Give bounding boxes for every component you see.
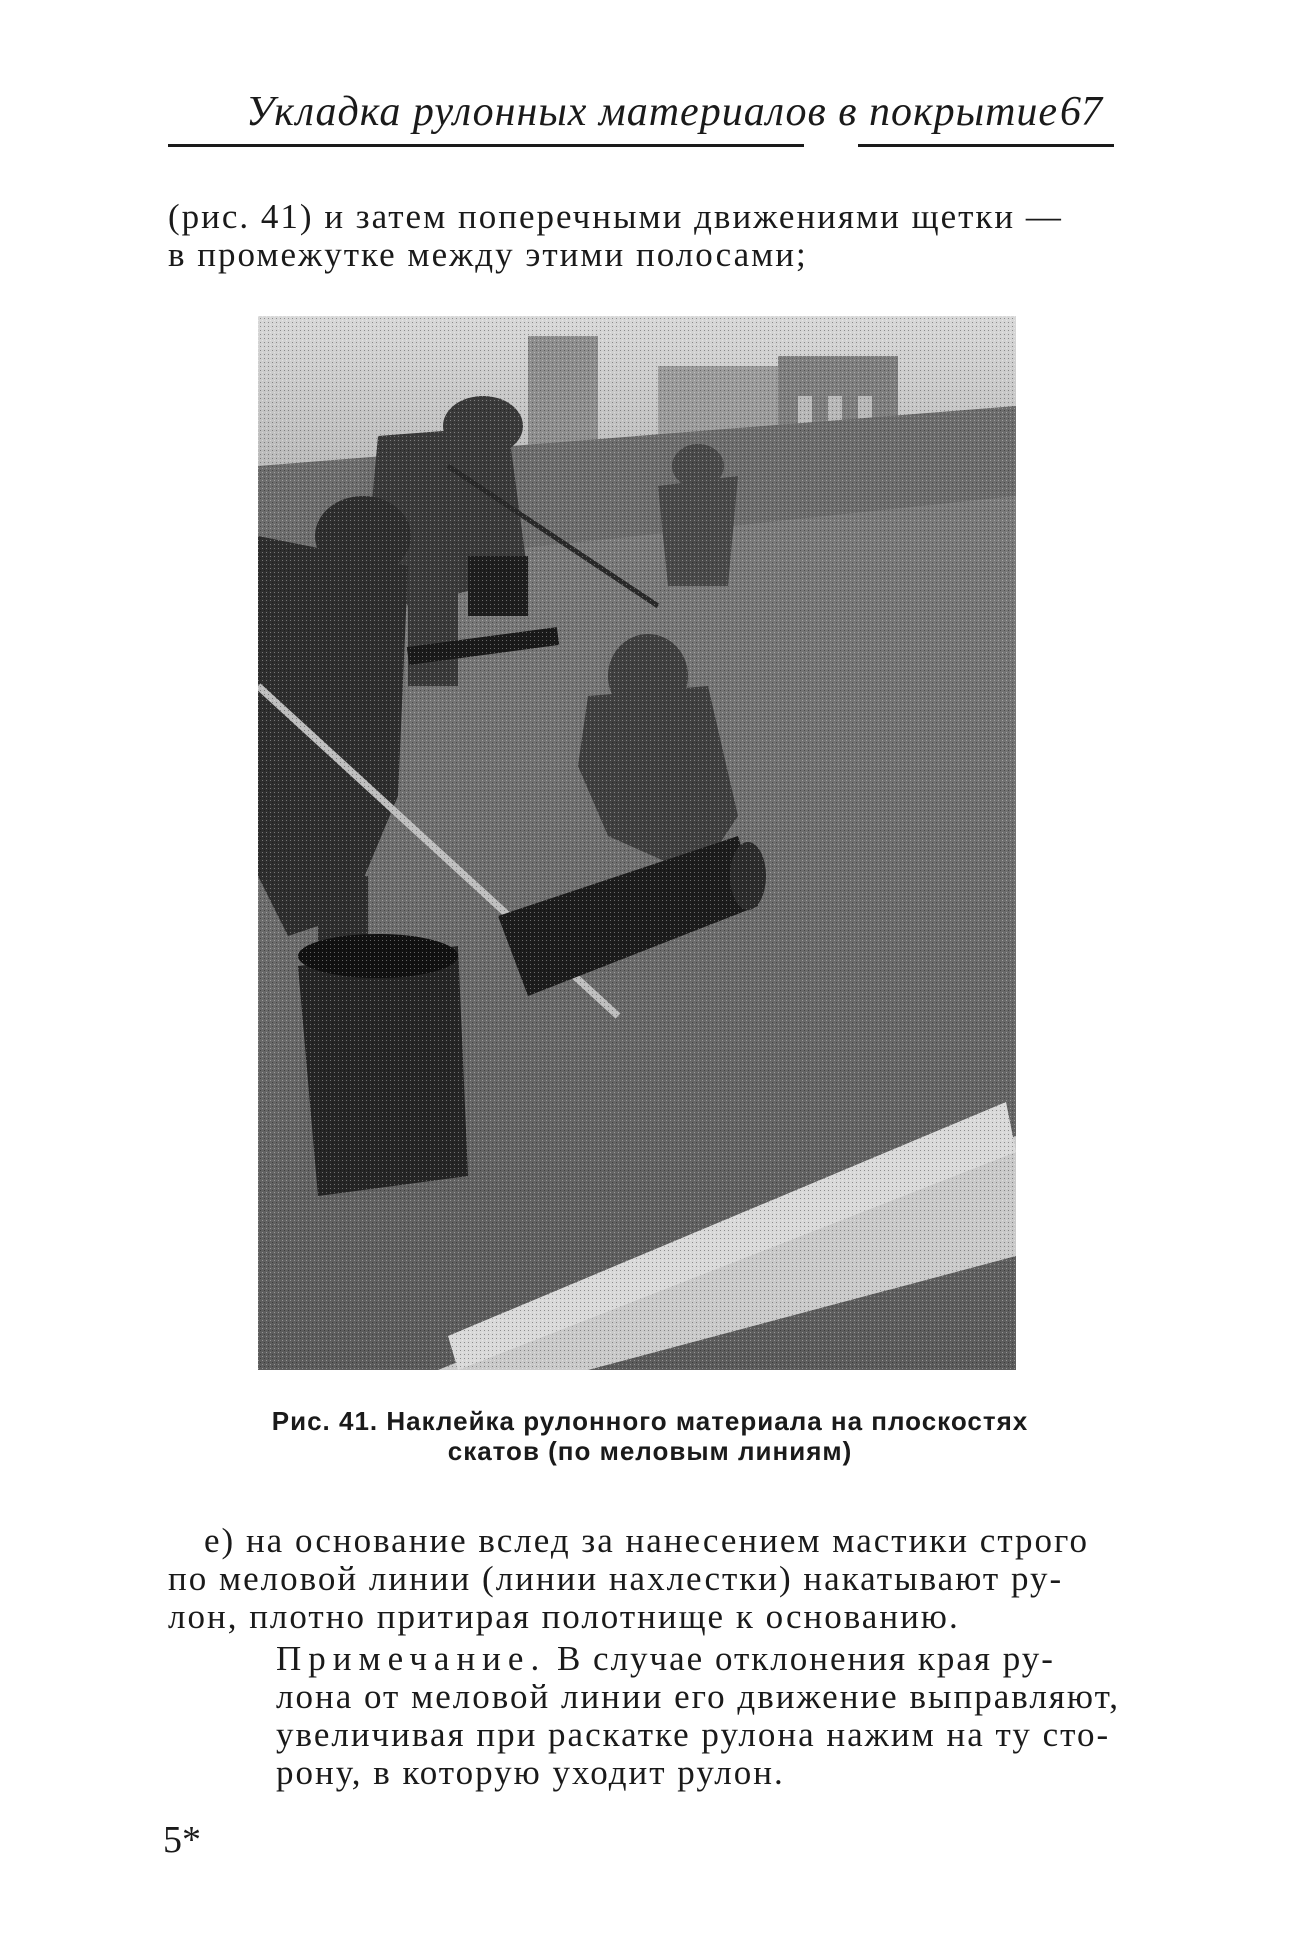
header-rule-left xyxy=(168,144,804,147)
text-line: (рис. 41) и затем поперечными движениями щетки — xyxy=(168,197,1063,236)
header-rule-right xyxy=(858,144,1114,147)
roofers-photo xyxy=(258,316,1016,1370)
page-number: 67 xyxy=(1060,89,1102,135)
running-head xyxy=(168,88,1114,148)
running-title: Укладка рулонных материалов в покрытие xyxy=(246,89,1059,135)
caption-line: Рис. 41. Наклейка рулонного материала на плоскостях xyxy=(271,1406,1029,1436)
text-line: рону, в которую уходит рулон. xyxy=(276,1753,785,1792)
text-line: в промежутке между этими полосами; xyxy=(168,235,808,274)
text-line: лон, плотно притирая полотнище к основанию. xyxy=(168,1597,960,1636)
note-paragraph xyxy=(168,1639,1120,1792)
text-line: лона от меловой линии его движение выправляют, xyxy=(276,1677,1120,1716)
signature-mark: 5* xyxy=(163,1819,201,1861)
text-line: е) на основание вслед за нанесением мастики строго xyxy=(204,1521,1090,1560)
figure-caption xyxy=(200,1406,1100,1466)
paragraph-continuation xyxy=(168,198,1116,274)
figure-photo xyxy=(258,316,1016,1370)
caption-line: скатов (по меловым линиям) xyxy=(447,1436,853,1466)
text-line: по меловой линии (линии нахлестки) накатывают ру- xyxy=(168,1559,1064,1598)
paragraph-item-e xyxy=(168,1522,1116,1636)
text-line: увеличивая при раскатке рулона нажим на ту сто- xyxy=(276,1715,1111,1754)
note-label: Примечание. xyxy=(276,1639,547,1678)
text-line: В случае отклонения края ру- xyxy=(546,1639,1055,1678)
